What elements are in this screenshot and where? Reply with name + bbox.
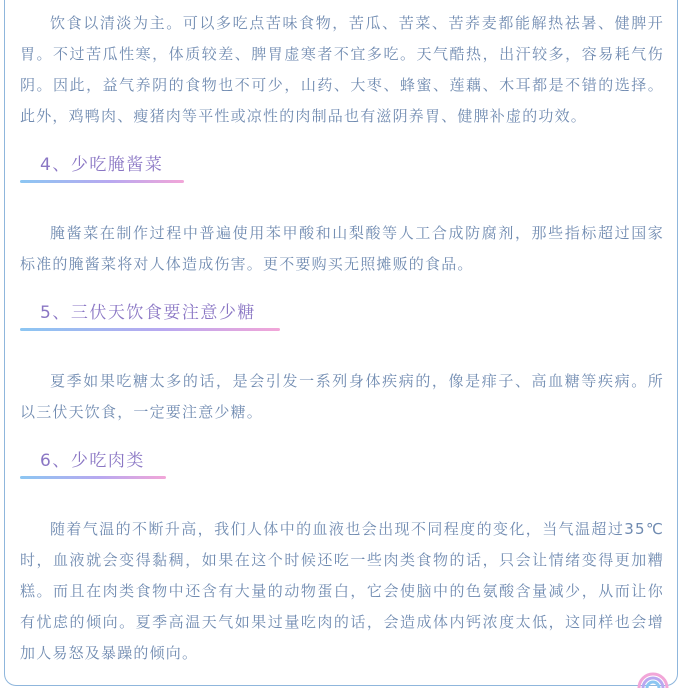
rainbow-icon	[636, 667, 670, 689]
heading-underline	[20, 328, 280, 331]
paragraph-pickles: 腌酱菜在制作过程中普遍使用苯甲酸和山梨酸等人工合成防腐剂，那些指标超过国家标准的腌酱菜将对人体造成伤害。更不要购买无照摊贩的食品。	[20, 224, 664, 273]
section-title-sugar: 5、三伏天饮食要注意少糖	[40, 303, 256, 323]
section-title-pickles: 4、少吃腌酱菜	[40, 155, 164, 175]
paragraph-sugar: 夏季如果吃糖太多的话，是会引发一系列身体疾病的，像是痱子、高血糖等疾病。所以三伏天饮食，一定要注意少糖。	[20, 372, 664, 421]
paragraph-diet-light: 饮食以清淡为主。可以多吃点苦味食物，苦瓜、苦菜、苦荞麦都能解热祛暑、健脾开胃。不过苦瓜性寒，体质较差、脾胃虚寒者不宜多吃。天气酷热，出汗较多，容易耗气伤阴。因此，益气养阴的食物也不可少，山药、大枣、蜂蜜、莲藕、木耳都是不错的选择。此外，鸡鸭肉、瘦猪肉等平性或凉性的肉制品也有滋阴养胃、健脾补虚的功效。	[20, 14, 664, 125]
section-heading-4	[20, 144, 664, 194]
heading-underline	[20, 180, 184, 183]
section-title-meat: 6、少吃肉类	[40, 451, 145, 471]
article-content	[20, 8, 664, 669]
section-heading-6	[20, 440, 664, 490]
section-heading-5	[20, 292, 664, 342]
heading-underline	[20, 476, 166, 479]
paragraph-meat: 随着气温的不断升高，我们人体中的血液也会出现不同程度的变化，当气温超过35℃时，血液就会变得黏稠，如果在这个时候还吃一些肉类食物的话，只会让情绪变得更加糟糕。而且在肉类食物中还含有大量的动物蛋白，它会使脑中的色氨酸含量减少，从而让你有忧虑的倾向。夏季高温天气如果过量吃肉的话，会造成体内钙浓度太低，这同样也会增加人易怒及暴躁的倾向。	[20, 520, 664, 662]
